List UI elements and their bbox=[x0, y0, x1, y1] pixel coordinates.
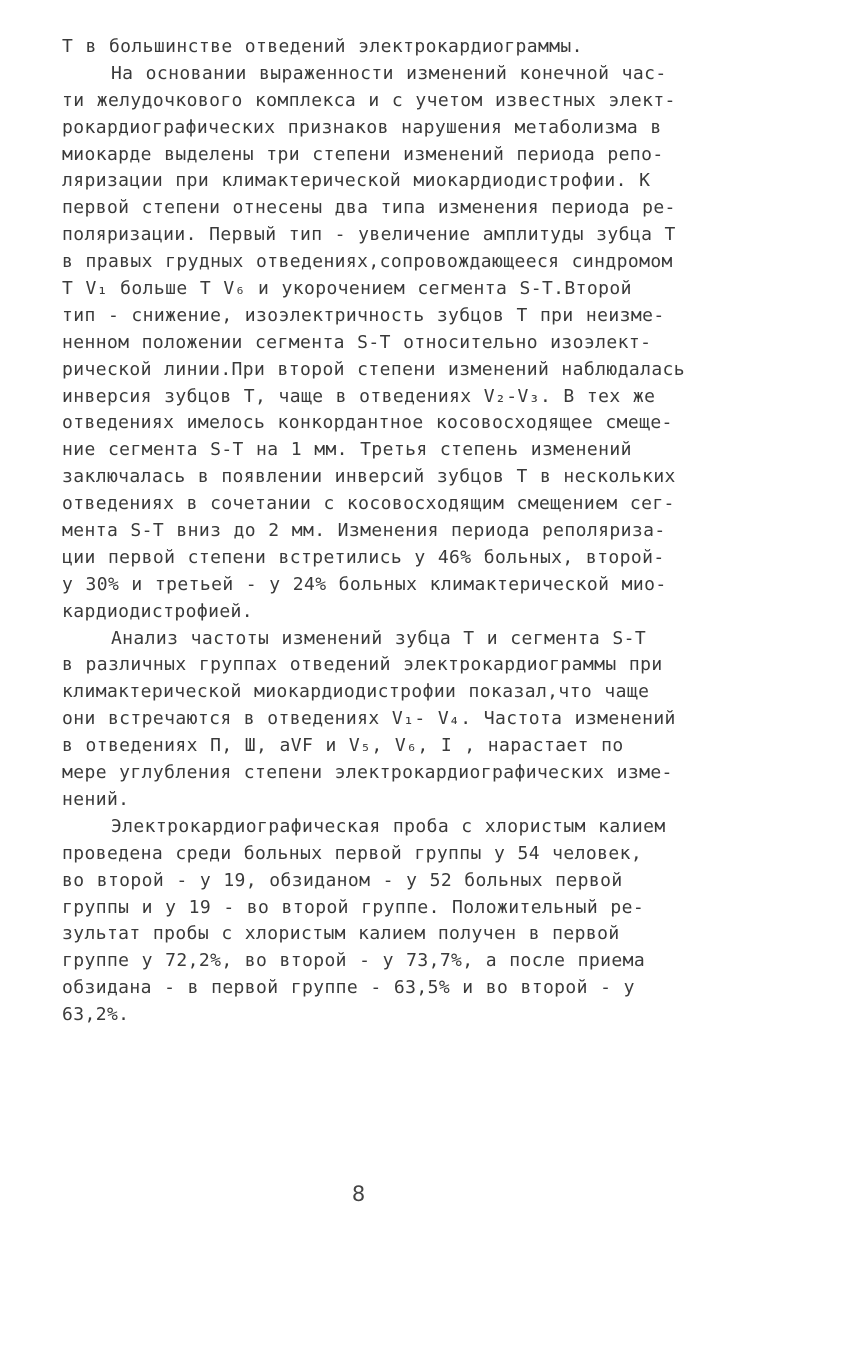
text-line: На основании выраженности изменений конечной час- bbox=[62, 62, 667, 84]
text-line: 63,2%. bbox=[62, 1004, 130, 1026]
text-line: Электрокардиографическая проба с хлористым калием bbox=[62, 815, 666, 837]
text-line: климактерической миокардиодистрофии показал,что чаще bbox=[62, 681, 650, 703]
text-line: инверсия зубцов Т, чаще в отведениях V₂-V₃. В тех же bbox=[62, 385, 656, 407]
body-text bbox=[62, 34, 792, 1029]
text-line: группе у 72,2%, во второй - у 73,7%, а после приема bbox=[62, 950, 646, 972]
text-line: во второй - у 19, обзиданом - у 52 больных первой bbox=[62, 869, 623, 891]
text-line: они встречаются в отведениях V₁- V₄. Частота изменений bbox=[62, 708, 676, 730]
text-line: отведениях в сочетании с косовосходящим смещением сег- bbox=[62, 493, 675, 515]
text-line: мере углубления степени электрокардиографических изме- bbox=[62, 762, 673, 784]
text-line: ние сегмента S-Т на 1 мм. Третья степень изменений bbox=[62, 439, 632, 461]
page-number: 8 bbox=[351, 1182, 366, 1206]
text-line: зультат пробы с хлористым калием получен в первой bbox=[62, 923, 620, 945]
text-line: миокарде выделены три степени изменений периода репо- bbox=[62, 143, 664, 165]
text-line: кардиодистрофией. bbox=[62, 600, 254, 622]
text-line: рической линии.При второй степени изменений наблюдалась bbox=[62, 358, 686, 380]
text-line: ти желудочкового комплекса и с учетом известных элект- bbox=[62, 89, 676, 111]
text-line: ляризации при климактерической миокардиодистрофии. К bbox=[62, 170, 651, 192]
text-line: мента S-Т вниз до 2 мм. Изменения периода реполяриза- bbox=[62, 520, 666, 542]
text-line: в правых грудных отведениях,сопровождающееся синдромом bbox=[62, 251, 673, 273]
text-line: первой степени отнесены два типа изменения периода ре- bbox=[62, 197, 676, 219]
text-line: проведена среди больных первой группы у 54 человек, bbox=[62, 842, 643, 864]
text-line: тип - снижение, изоэлектричность зубцов Т при неизме- bbox=[62, 304, 665, 326]
text-line: рокардиографических признаков нарушения метаболизма в bbox=[62, 116, 662, 138]
text-line: ции первой степени встретились у 46% больных, второй- bbox=[62, 546, 665, 568]
text-line: ненном положении сегмента S-Т относительно изоэлект- bbox=[62, 331, 652, 353]
text-line: у 30% и третьей - у 24% больных климактерической мио- bbox=[62, 573, 667, 595]
text-line: в различных группах отведений электрокардиограммы при bbox=[62, 654, 663, 676]
text-line: Т V₁ больше Т V₆ и укорочением сегмента S-Т.Второй bbox=[62, 278, 632, 300]
text-line: в отведениях П, Ш, aVF и V₅, V₆, I , нарастает по bbox=[62, 735, 624, 757]
text-line: группы и у 19 - во второй группе. Положительный ре- bbox=[62, 896, 645, 918]
text-line: нений. bbox=[62, 788, 130, 810]
text-line: обзидана - в первой группе - 63,5% и во второй - у bbox=[62, 977, 635, 999]
text-line: поляризации. Первый тип - увеличение амплитуды зубца Т bbox=[62, 224, 676, 246]
text-line: заключалась в появлении инверсий зубцов Т в нескольких bbox=[62, 466, 676, 488]
text-line: отведениях имелось конкордантное косовосходящее смеще- bbox=[62, 412, 673, 434]
text-line: Т в большинстве отведений электрокардиограммы. bbox=[62, 36, 583, 57]
text-line: Анализ частоты изменений зубца Т и сегмента S-Т bbox=[62, 627, 647, 649]
